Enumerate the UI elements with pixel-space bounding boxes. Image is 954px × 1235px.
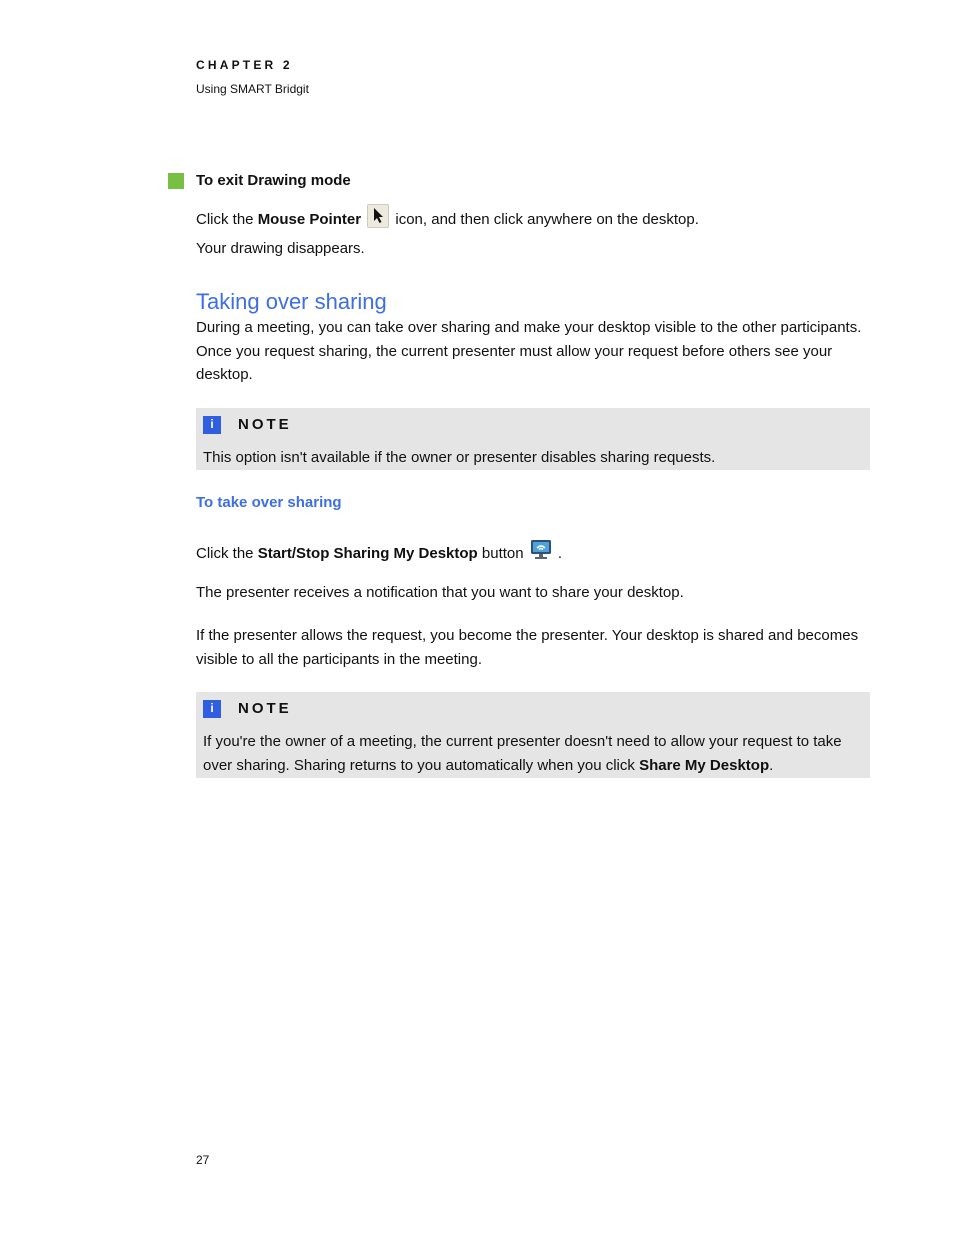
- mouse-pointer-icon: [367, 204, 389, 228]
- procedure-result: [196, 624, 858, 671]
- note-text: [203, 730, 853, 777]
- intro-line: Once you request sharing, the current presenter must allow your request before others see your: [196, 342, 833, 360]
- procedure-heading: To take over sharing: [196, 494, 342, 511]
- note-line: If you're the owner of a meeting, the current presenter doesn't need to allow your request to take: [203, 733, 842, 750]
- note-line: [203, 754, 853, 778]
- procedure-step: [196, 538, 562, 568]
- step-text: button: [477, 545, 524, 562]
- chapter-subtitle: Using SMART Bridgit: [196, 82, 309, 96]
- step-text: icon, and then click anywhere on the desktop.: [391, 211, 699, 228]
- exit-drawing-step: [196, 204, 699, 232]
- note-line-bold: Share My Desktop: [639, 756, 770, 774]
- intro-line: During a meeting, you can take over sharing and make your desktop visible to the other participants.: [196, 319, 862, 336]
- exit-drawing-result: Your drawing disappears.: [196, 240, 365, 257]
- section-title: Taking over sharing: [196, 289, 387, 314]
- intro-line: desktop.: [196, 366, 253, 383]
- step-bold-text: Mouse Pointer: [257, 211, 362, 228]
- note-box: [196, 692, 870, 778]
- task-heading: To exit Drawing mode: [196, 172, 351, 189]
- step-text: Click the: [196, 211, 258, 228]
- note-label: NOTE: [238, 700, 292, 717]
- info-icon: i: [203, 416, 221, 434]
- note-line-text: over sharing. Sharing returns to you automatically when you click: [203, 756, 640, 774]
- note-label: NOTE: [238, 416, 292, 433]
- note-line-text: .: [769, 756, 774, 774]
- page-number: 27: [196, 1153, 210, 1167]
- step-bold-text: Start/Stop Sharing My Desktop: [257, 545, 478, 562]
- task-square-icon: [168, 173, 184, 189]
- chapter-label: CHAPTER 2: [196, 58, 293, 72]
- note-box: [196, 408, 870, 470]
- result-line: visible to all the participants in the meeting.: [196, 650, 482, 668]
- result-line: If the presenter allows the request, you become the presenter. Your desktop is shared and becomes: [196, 627, 859, 644]
- step-text: Click the: [196, 545, 258, 562]
- intro-paragraph: [196, 316, 861, 387]
- info-icon: i: [203, 700, 221, 718]
- procedure-result: The presenter receives a notification that you want to share your desktop.: [196, 584, 684, 601]
- step-text: .: [553, 545, 563, 562]
- note-text: This option isn't available if the owner or presenter disables sharing requests.: [203, 449, 716, 466]
- share-desktop-icon: [530, 538, 552, 568]
